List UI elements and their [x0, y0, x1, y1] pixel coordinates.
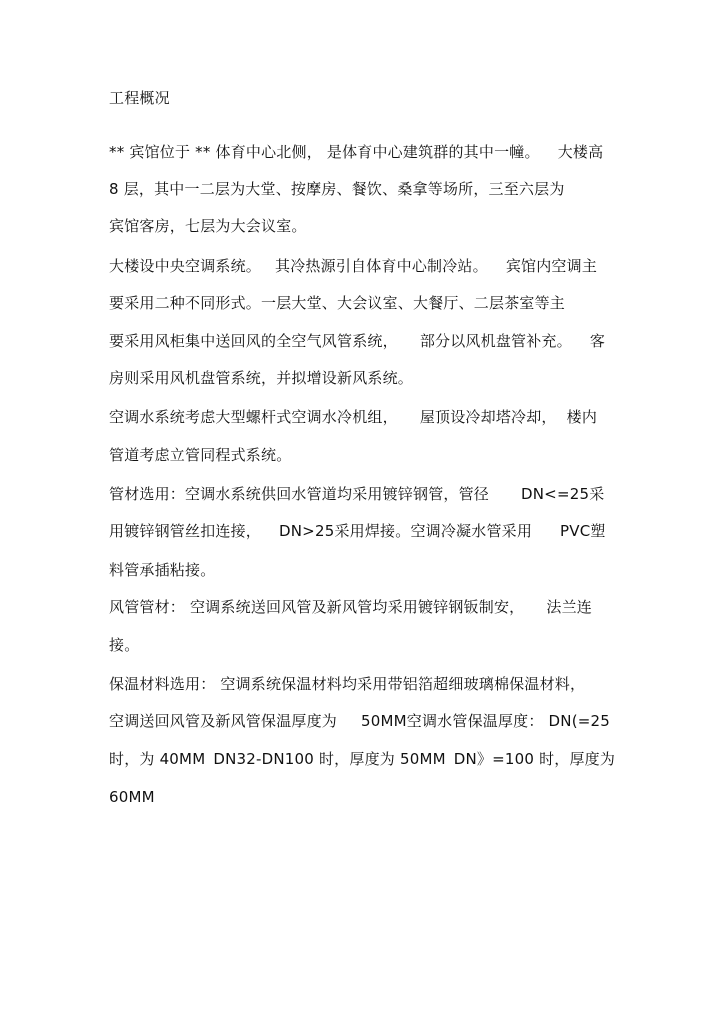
text-segment: 客	[589, 332, 606, 350]
text-segment: 屋顶设冷却塔冷却，	[419, 408, 557, 426]
text-segment: 要采用风柜集中送回风的全空气风管系统，	[109, 332, 398, 350]
paragraph-line	[109, 675, 585, 693]
text-segment: 用镀锌钢管丝扣连接，	[109, 522, 262, 540]
text-segment: 8 层，其中一二层为大堂、按摩房、餐饮、桑拿等场所，三至六层为	[109, 180, 565, 198]
text-segment: 管道考虑立管同程式系统。	[109, 446, 292, 464]
text-segment: 宾馆内空调主	[505, 257, 598, 275]
paragraph-line	[109, 217, 307, 235]
paragraph-line	[109, 294, 565, 312]
text-segment: 料管承插粘接。	[109, 561, 216, 579]
paragraph-line	[109, 257, 597, 275]
text-segment: 楼内	[566, 408, 598, 426]
paragraph-line	[109, 180, 565, 198]
paragraph-line	[109, 598, 592, 616]
text-segment: 管材选用：空调水系统供回水管道均采用镀锌钢管，管径	[109, 485, 490, 503]
text-segment: 空调送回风管及新风管保温厚度为	[109, 712, 338, 730]
paragraph-line	[109, 636, 139, 654]
text-segment: ** 宾馆位于 ** 体育中心北侧， 是体育中心建筑群的其中一幢。	[109, 143, 540, 161]
text-segment: 大楼设中央空调系统。	[109, 257, 262, 275]
text-segment: 房则采用风机盘管系统，并拟增设新风系统。	[109, 369, 414, 387]
text-segment: 60MM	[109, 788, 155, 806]
paragraph-line	[109, 485, 604, 503]
text-segment: 保温材料选用： 空调系统保温材料均采用带铝箔超细玻璃棉保温材料，	[109, 675, 586, 693]
text-segment: 法兰连	[546, 598, 592, 616]
paragraph-line	[109, 332, 605, 350]
text-segment: 风管管材： 空调系统送回风管及新风管均采用镀锌钢钣制安，	[109, 598, 525, 616]
text-segment: 空调水系统考虑大型螺杆式空调水冷机组，	[109, 408, 398, 426]
paragraph-line	[109, 750, 615, 768]
text-segment: PVC塑	[560, 522, 606, 540]
paragraph-line	[109, 561, 215, 579]
text-segment: DN32-DN100 时，厚度为 50MM	[213, 750, 446, 768]
document-title: 工程概况	[109, 89, 170, 107]
text-segment: DN<=25采	[521, 485, 605, 503]
text-segment: 50MM空调水管保温厚度： DN(=25	[361, 712, 611, 730]
paragraph-line	[109, 712, 610, 730]
paragraph-line	[109, 446, 291, 464]
paragraph-line	[109, 408, 597, 426]
paragraph-line	[109, 788, 155, 806]
text-segment: 部分以风机盘管补充。	[419, 332, 572, 350]
text-segment: 时，为 40MM	[109, 750, 206, 768]
paragraph-line	[109, 522, 606, 540]
paragraph-line	[109, 143, 603, 161]
text-segment: 宾馆客房，七层为大会议室。	[109, 217, 307, 235]
text-segment: 其冷热源引自体育中心制冷站。	[275, 257, 488, 275]
text-segment: DN>25采用焊接。空调冷凝水管采用	[279, 522, 533, 540]
text-segment: 接。	[109, 636, 140, 654]
text-segment: 要采用二种不同形式。一层大堂、大会议室、大餐厅、二层茶室等主	[109, 294, 566, 312]
paragraph-line	[109, 369, 413, 387]
text-segment: 大楼高	[557, 143, 604, 161]
text-segment: DN》=100 时，厚度为	[453, 750, 616, 768]
